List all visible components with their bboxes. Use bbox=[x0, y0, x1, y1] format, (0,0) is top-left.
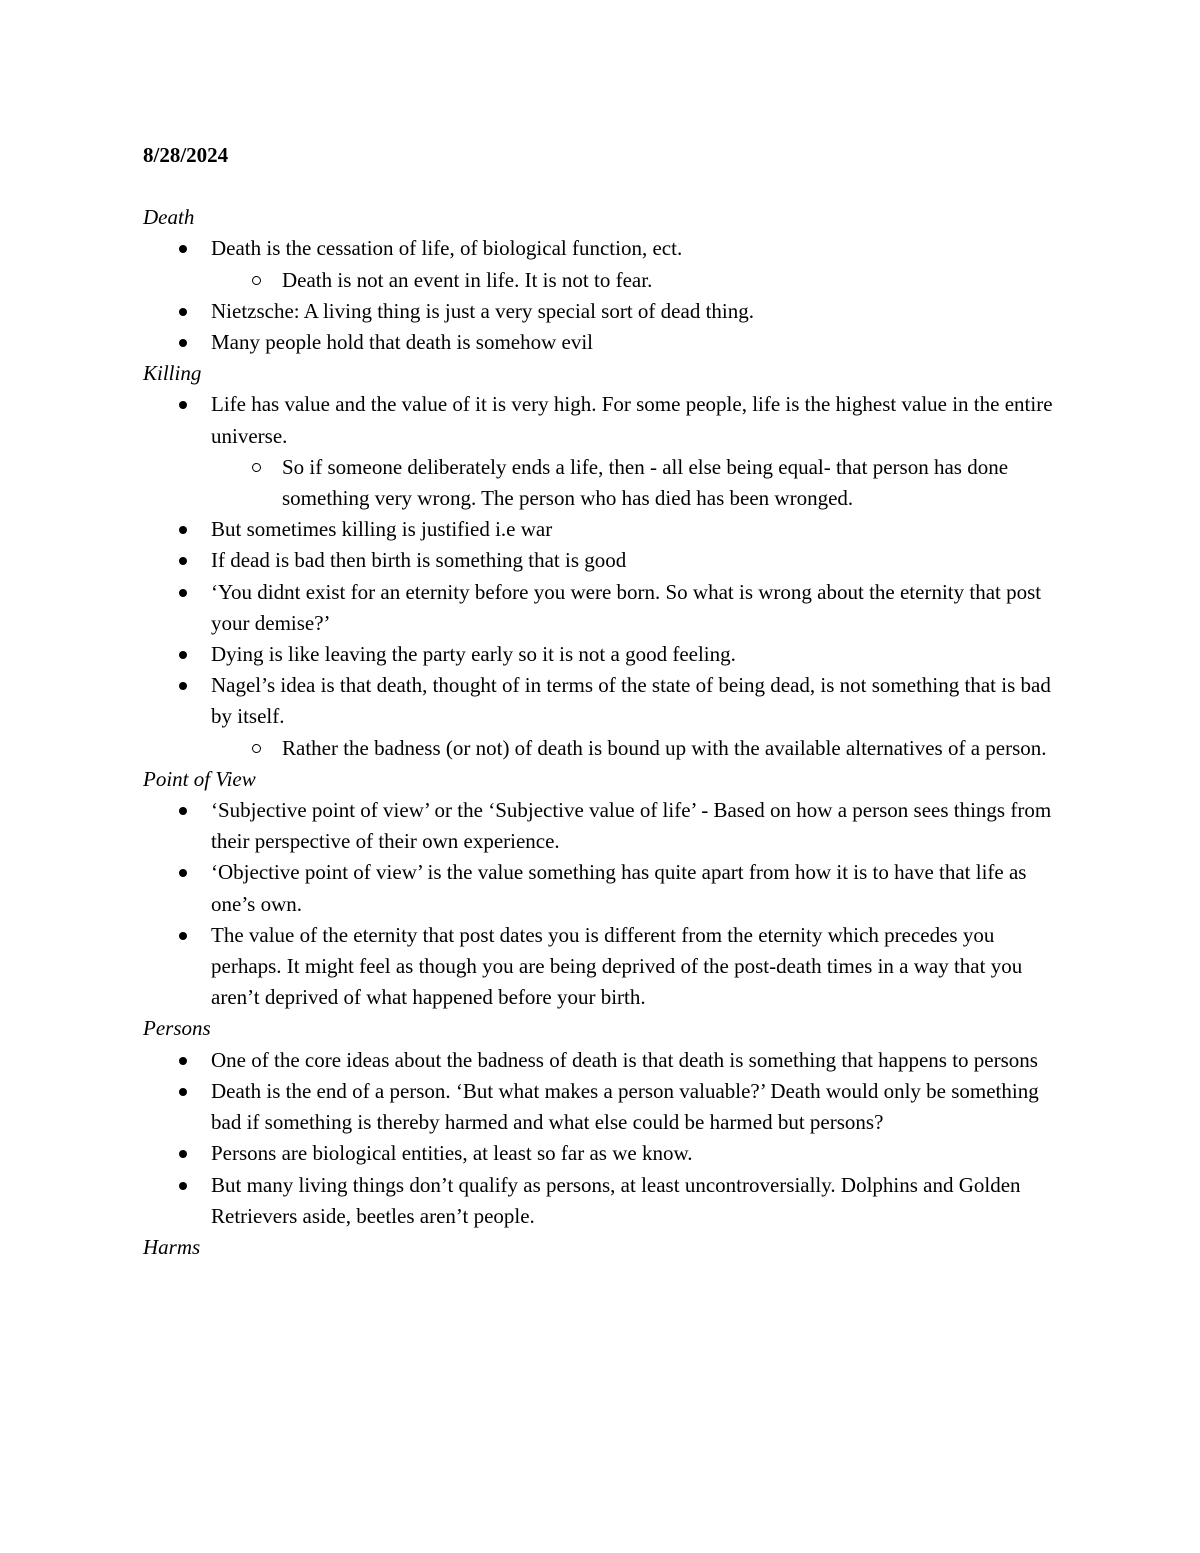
bullet-item: But many living things don’t qualify as persons, at least uncontroversially. Dolphins and Golden Retrievers aside, beetles aren’t people. bbox=[211, 1170, 1063, 1232]
bullet-text: Nagel’s idea is that death, thought of in terms of the state of being dead, is not something that is bad by itself. bbox=[211, 673, 1051, 729]
section-heading-point-of-view: Point of View bbox=[143, 766, 256, 791]
section-heading-killing: Killing bbox=[143, 361, 202, 386]
bullet-item: Many people hold that death is somehow evil bbox=[211, 327, 1063, 358]
sub-bullet-list bbox=[211, 265, 1063, 296]
bullet-text: Death is the cessation of life, of biological function, ect. bbox=[211, 236, 683, 261]
bullet-item: But sometimes killing is justified i.e war bbox=[211, 514, 1063, 545]
bullet-item: ‘Subjective point of view’ or the ‘Subjective value of life’ - Based on how a person sees things from their perspective of their own experience. bbox=[211, 795, 1063, 857]
sub-bullet-item: Death is not an event in life. It is not to fear. bbox=[282, 265, 1063, 296]
bullet-item: ‘Objective point of view’ is the value something has quite apart from how it is to have that life as one’s own. bbox=[211, 857, 1063, 919]
section-heading-death: Death bbox=[143, 205, 195, 230]
bullet-item bbox=[211, 233, 1063, 295]
bullet-list-point-of-view bbox=[143, 795, 1063, 1013]
section-heading-persons: Persons bbox=[143, 1016, 211, 1041]
bullet-item: Persons are biological entities, at least so far as we know. bbox=[211, 1138, 1063, 1169]
sub-bullet-list bbox=[211, 452, 1063, 514]
bullet-item: If dead is bad then birth is something that is good bbox=[211, 545, 1063, 576]
section-heading-harms: Harms bbox=[143, 1234, 201, 1259]
sub-bullet-item: Rather the badness (or not) of death is bound up with the available alternatives of a person. bbox=[282, 733, 1063, 764]
bullet-text: Life has value and the value of it is very high. For some people, life is the highest value in the entire universe. bbox=[211, 392, 1053, 448]
bullet-list-persons bbox=[143, 1045, 1063, 1232]
sub-bullet-list bbox=[211, 733, 1063, 764]
sub-bullet-item: So if someone deliberately ends a life, then - all else being equal- that person has done something very wrong. The person who has died has been wronged. bbox=[282, 452, 1063, 514]
bullet-item: Nietzsche: A living thing is just a very special sort of dead thing. bbox=[211, 296, 1063, 327]
bullet-list-killing bbox=[143, 389, 1063, 763]
bullet-item bbox=[211, 670, 1063, 764]
bullet-item: Dying is like leaving the party early so it is not a good feeling. bbox=[211, 639, 1063, 670]
bullet-list-death bbox=[143, 233, 1063, 358]
bullet-item: One of the core ideas about the badness of death is that death is something that happens to persons bbox=[211, 1045, 1063, 1076]
document-date: 8/28/2024 bbox=[143, 143, 229, 167]
bullet-item bbox=[211, 389, 1063, 514]
bullet-item: Death is the end of a person. ‘But what makes a person valuable?’ Death would only be something bad if something is thereby harmed and what else could be harmed but persons? bbox=[211, 1076, 1063, 1138]
bullet-item: ‘You didnt exist for an eternity before you were born. So what is wrong about the eternity that post your demise?’ bbox=[211, 577, 1063, 639]
document-content bbox=[143, 140, 1063, 1263]
bullet-item: The value of the eternity that post dates you is different from the eternity which precedes you perhaps. It might feel as though you are being deprived of the post-death times in a way that you aren’t deprived of what happened before your birth. bbox=[211, 920, 1063, 1014]
